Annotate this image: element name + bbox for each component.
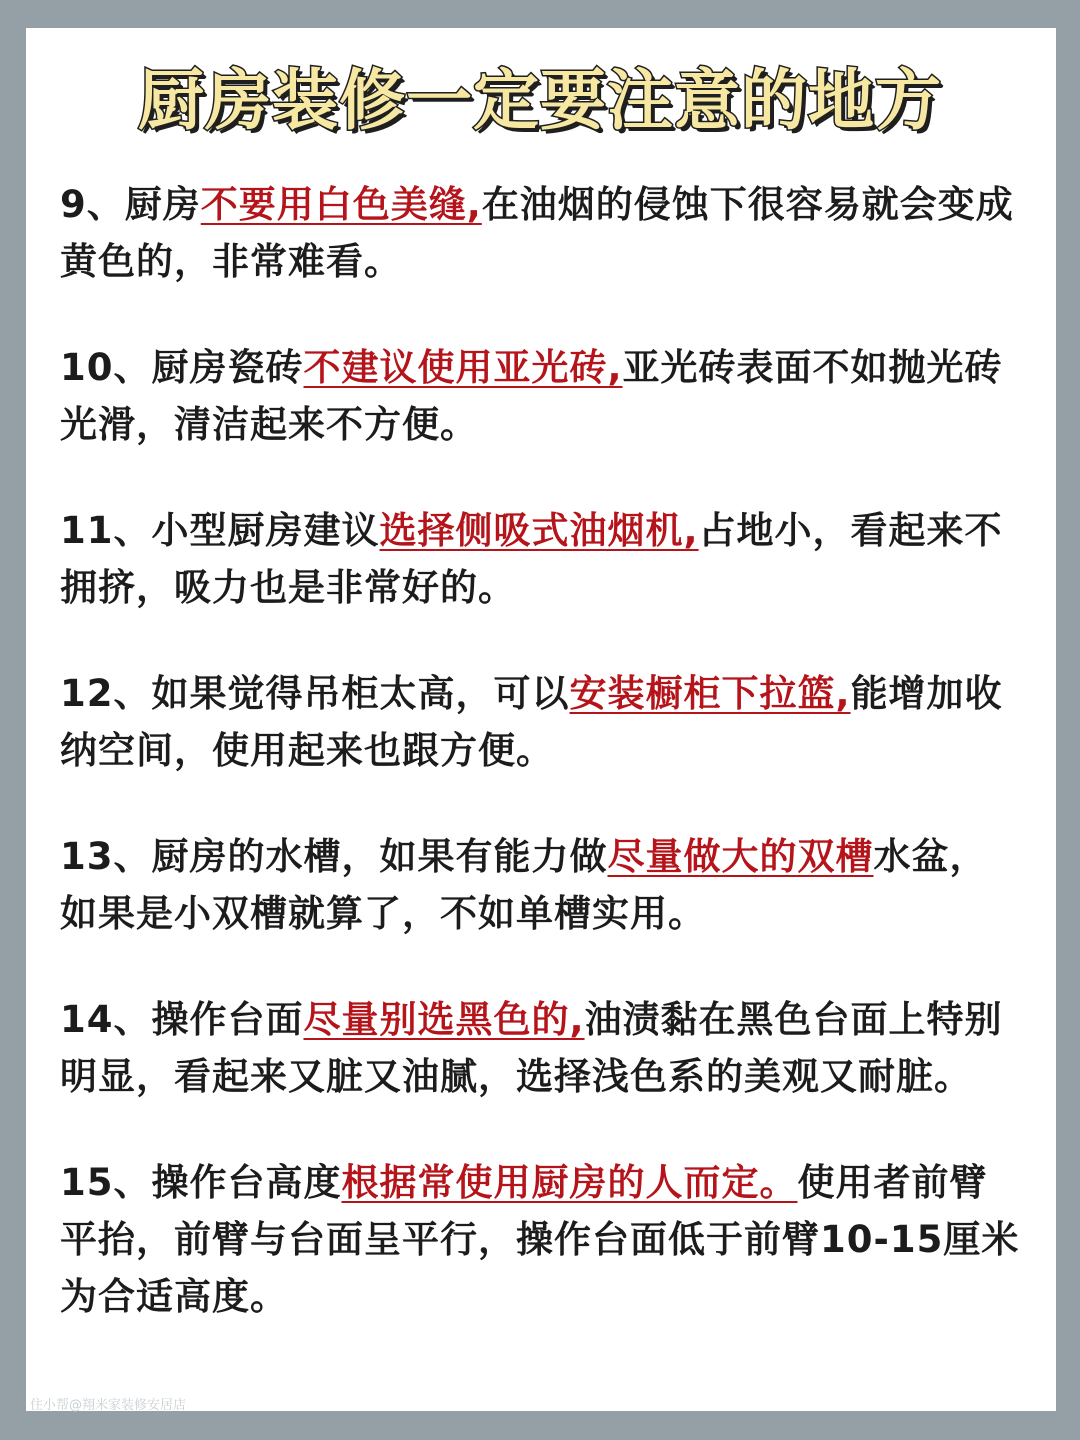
tip-text: 油渍黏在黑色台面上特别明显，看起来又脏又油腻，选择浅色系的美观又耐脏。 bbox=[60, 998, 1003, 1098]
tip-highlight: 选择侧吸式油烟机, bbox=[379, 509, 699, 552]
tip-item bbox=[60, 1154, 1020, 1325]
tip-item bbox=[60, 991, 1020, 1105]
tip-text: 15、操作台高度 bbox=[60, 1161, 342, 1204]
tip-highlight: 安装橱柜下拉篮, bbox=[569, 672, 851, 715]
tip-text: 12、如果觉得吊柜太高，可以 bbox=[60, 672, 570, 715]
tip-text: 11、小型厨房建议 bbox=[60, 509, 380, 552]
tip-text: 占地小，看起来不拥挤，吸力也是非常好的。 bbox=[60, 509, 1003, 609]
tip-text: 亚光砖表面不如抛光砖光滑，清洁起来不方便。 bbox=[60, 346, 1003, 446]
tips-list bbox=[60, 176, 1020, 1325]
tip-text: 在油烟的侵蚀下很容易就会变成黄色的，非常难看。 bbox=[60, 183, 1014, 283]
tip-text: 9、厨房 bbox=[60, 183, 201, 226]
tip-text: 使用者前臂平抬，前臂与台面呈平行，操作台面低于前臂10-15厘米为合适高度。 bbox=[60, 1161, 1020, 1318]
tip-text: 水盆，如果是小双槽就算了，不如单槽实用。 bbox=[60, 835, 988, 935]
watermark: 住小帮@翔米家装修安居店 bbox=[30, 1398, 187, 1413]
tip-text: 14、操作台面 bbox=[60, 998, 304, 1041]
tip-highlight: 根据常使用厨房的人而定。 bbox=[341, 1161, 798, 1204]
tip-text: 13、厨房的水槽，如果有能力做 bbox=[60, 835, 608, 878]
tip-highlight: 不要用白色美缝, bbox=[200, 183, 482, 226]
tip-highlight: 尽量别选黑色的, bbox=[303, 998, 585, 1041]
tip-highlight: 不建议使用亚光砖, bbox=[303, 346, 623, 389]
tip-item bbox=[60, 176, 1020, 290]
tip-highlight: 尽量做大的双槽 bbox=[607, 835, 874, 878]
tip-item bbox=[60, 665, 1020, 779]
tip-text: 能增加收纳空间，使用起来也跟方便。 bbox=[60, 672, 1003, 772]
tip-item bbox=[60, 339, 1020, 453]
tip-item bbox=[60, 828, 1020, 942]
tip-text: 10、厨房瓷砖 bbox=[60, 346, 304, 389]
tip-item bbox=[60, 502, 1020, 616]
page-title: 厨房装修一定要注意的地方 bbox=[138, 62, 942, 139]
